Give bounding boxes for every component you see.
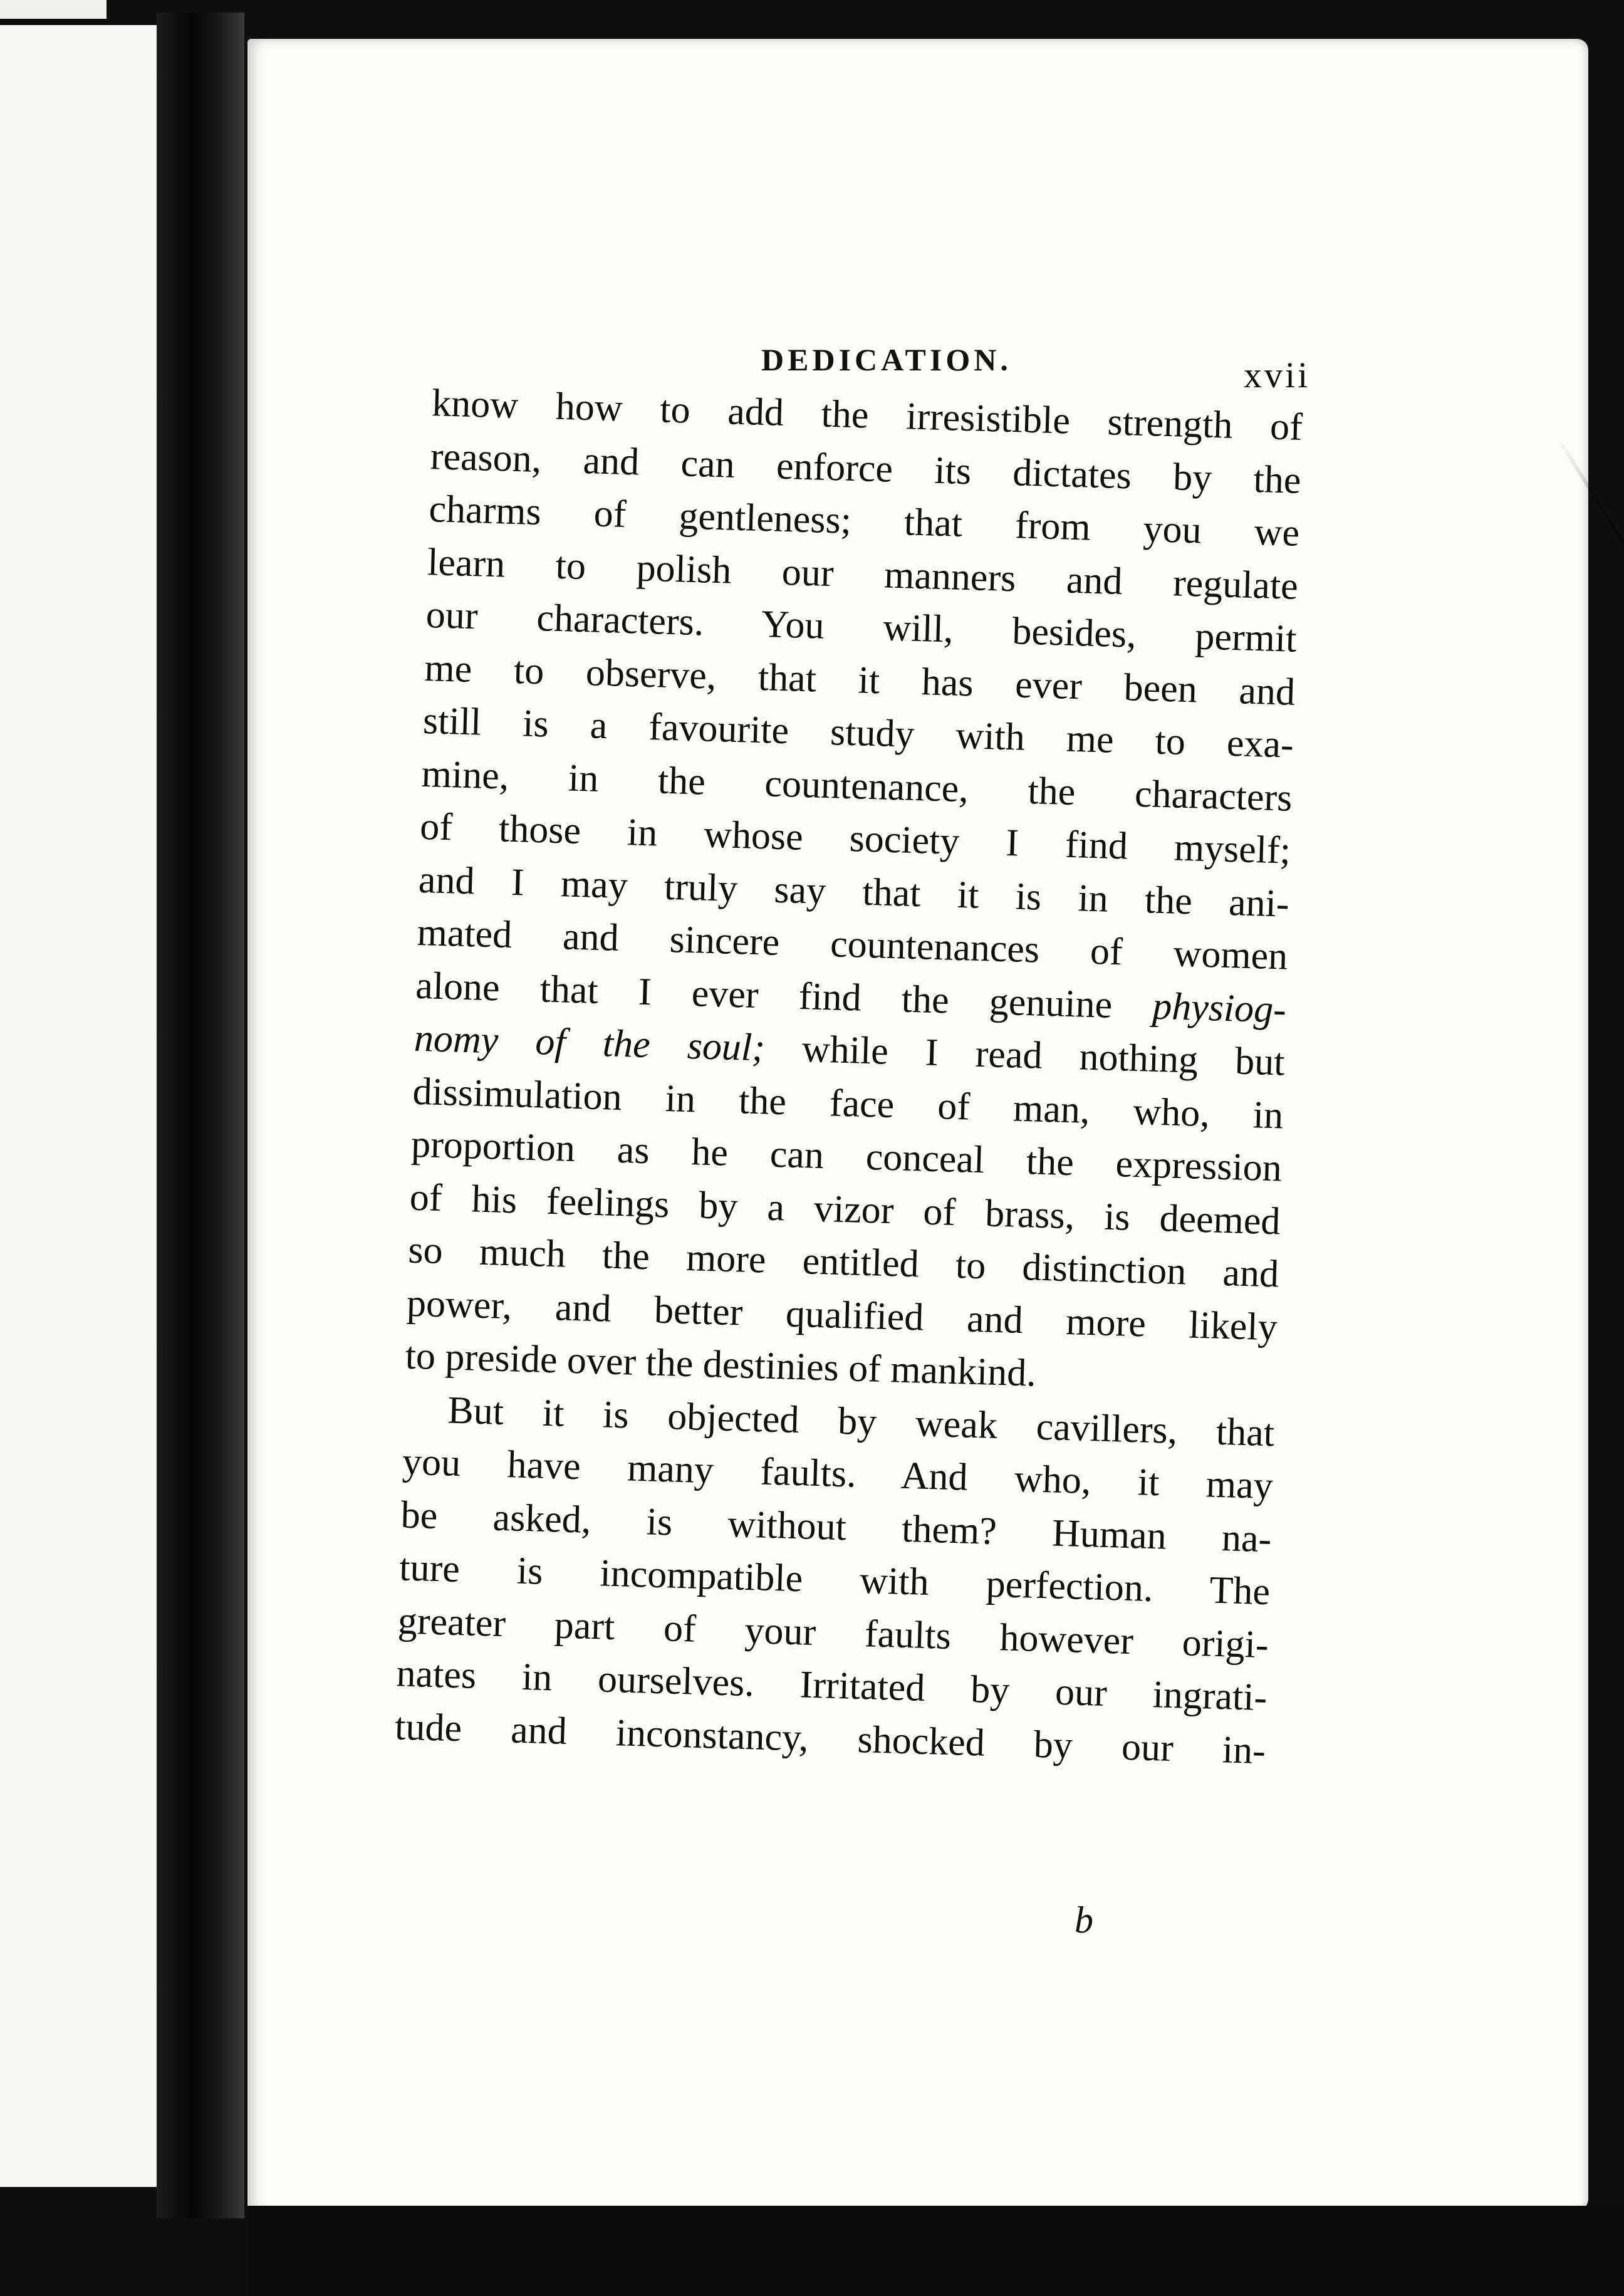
text-line: so much the more entitled to distinction and xyxy=(407,1228,1280,1296)
text-line: dissimulation in the face of man, who, in xyxy=(412,1070,1284,1137)
page-crease xyxy=(1557,438,1624,663)
text-line: charms of gentleness; that from you we xyxy=(428,488,1301,555)
italic-segment: my of the soul; xyxy=(452,1018,766,1070)
text-line: reason, and can enforce its dictates by the xyxy=(430,434,1302,502)
text-line: our characters. You will, besides, permit xyxy=(425,593,1298,660)
text-line: But it is objected by weak cavillers, that xyxy=(447,1389,1275,1454)
text-segment: alone that I ever find the genuine xyxy=(415,964,1113,1026)
text-line: ture is incompatible with perfection. The xyxy=(398,1546,1271,1614)
text-line: be asked, is without them? Human na- xyxy=(400,1493,1273,1560)
text-line: of his feelings by a vizor of brass, is deemed xyxy=(409,1176,1281,1243)
bottom-edge-shadow xyxy=(247,2206,1624,2296)
text-line: nates in ourselves. Irritated by our ingrati- xyxy=(395,1652,1268,1719)
text-line: mine, in the countenance, the characters xyxy=(420,752,1293,820)
signature-mark: b xyxy=(1075,1899,1093,1941)
text-line: tude and inconstancy, shocked by our in- xyxy=(394,1704,1266,1772)
running-head: DEDICATION. xyxy=(761,342,1012,377)
text-segment: while I read nothing but xyxy=(801,1028,1286,1084)
text-line: power, and better qualified and more likely xyxy=(406,1281,1278,1349)
text-line: learn to polish our manners and regulate xyxy=(427,540,1299,608)
italic-phrase xyxy=(414,1017,766,1070)
page-number: xvii xyxy=(1244,355,1311,395)
text-line: proportion as he can conceal the expression xyxy=(410,1122,1283,1190)
italic-segment: no xyxy=(414,1016,454,1061)
italic-phrase: physiog- xyxy=(1152,984,1287,1031)
text-line: of those in whose society I find myself; xyxy=(419,805,1291,872)
text-line: know how to add the irresistible strength of xyxy=(431,382,1303,449)
text-line: and I may truly say that it is in the ani- xyxy=(418,858,1290,926)
text-line: still is a favourite study with me to exa- xyxy=(422,699,1294,766)
body-text xyxy=(394,377,1303,1777)
book-gutter xyxy=(157,13,244,2218)
text-line: greater part of your faults however origi- xyxy=(397,1599,1269,1666)
text-line: mated and sincere countenances of women xyxy=(416,911,1289,978)
facing-page-edge xyxy=(0,0,107,19)
text-line: to preside over the destinies of mankind. xyxy=(404,1334,1037,1395)
facing-page xyxy=(0,25,164,2187)
text-line: me to observe, that it has ever been and xyxy=(424,646,1296,714)
text-line: you have many faults. And who, it may xyxy=(402,1440,1274,1508)
